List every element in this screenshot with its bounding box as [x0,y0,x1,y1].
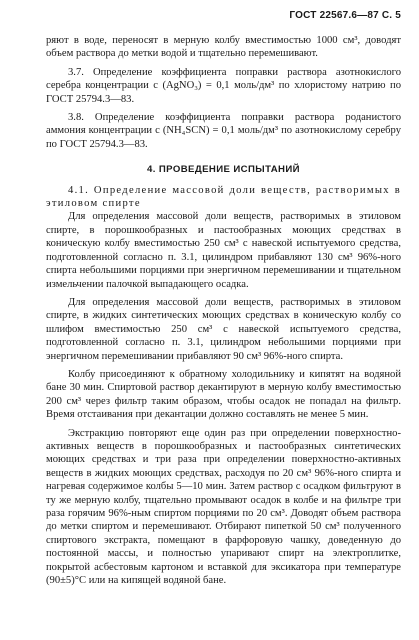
paragraph-3-8: 3.8. Определение коэффициента поправки раствора роданистого аммония концентрации c (NH₄SCN) = 0,1 моль/дм³ по азотнокислому серебру по ГОСТ 25794.3—83. [46,112,401,150]
section-title: 4. ПРОВЕДЕНИЕ ИСПЫТАНИЙ [147,164,300,176]
paragraph-body-4: Экстракцию повторяют еще один раз при определении поверхностно-активных веществ в порошкообразных и пастообразных синтетических моющих средствах и три раза при определении поверхностно-активных веществ в жидких моющих средствах, расходуя по 20 см³ 96%-ного спирта и нагревая содержимое колбы 5—10 мин. Затем раствор с осадком фильтруют в ту же мерную колбу, тщательно промывают осадок в колбе и на фильтре три раза горячим 96%-ным спиртом порциями по 20 см³. Доводят объем раствора до метки спиртом и перемешивают. Отбирают пипеткой 50 см³ полученного спиртового экстракта, помещают в фарфоровую чашку, доведенную до постоянной массы, и полностью упаривают спирт на электроплитке, покрытой асбестовым картоном и вставкой для эксикатора при температуре (90±5)°С или на кипящей водяной бане. [46,427,401,587]
subsection-heading-4-1: 4.1. Определение массовой доли веществ, растворимых в этиловом спирте [46,184,401,210]
page-header: ГОСТ 22567.6—87 С. 5 [289,10,401,21]
paragraph-continuation: ряют в воде, переносят в мерную колбу вместимостью 1000 см³, доводят объем раствора до метки водой и тщательно перемешивают. [46,35,401,60]
paragraph-3-7: 3.7. Определение коэффициента поправки раствора азотнокислого серебра концентрации c (AgNO₃) = 0,1 моль/дм³ по хлористому натрию по ГОСТ 25794.3—83. [46,66,401,105]
paragraph-body-3: Колбу присоединяют к обратному холодильнику и кипятят на водяной бане 30 мин. Спиртовой раствор декантируют в мерную колбу вместимостью 200 см³ через фильтр таким образом, чтобы осадок не попадал на фильтр. Время отстаивания при декантации должно составлять не менее 5 мин. [46,368,401,421]
paragraph-body-1: Для определения массовой доли веществ, растворимых в этиловом спирте, в порошкообразных и пастообразных моющих средствах в коническую колбу вместимостью 250 см³ с навеской испытуемого средства, подготовленной согласно п. 3.1, цилиндром прибавляют 130 см³ 96%-ного спирта небольшими порциями при энергичном перемешивании и тщательном измельчении палочкой выпадающего осадка. [46,211,401,290]
paragraph-body-2: Для определения массовой доли веществ, растворимых в этиловом спирте, в жидких синтетических моющих средствах в коническую колбу со шлифом вместимостью 250 см³ с навеской испытуемого средства, подготовленной согласно п. 3.1, цилиндром небольшими порциями при энергичном перемешивании прибавляют 90 см³ 96%-ного спирта. [46,296,401,362]
